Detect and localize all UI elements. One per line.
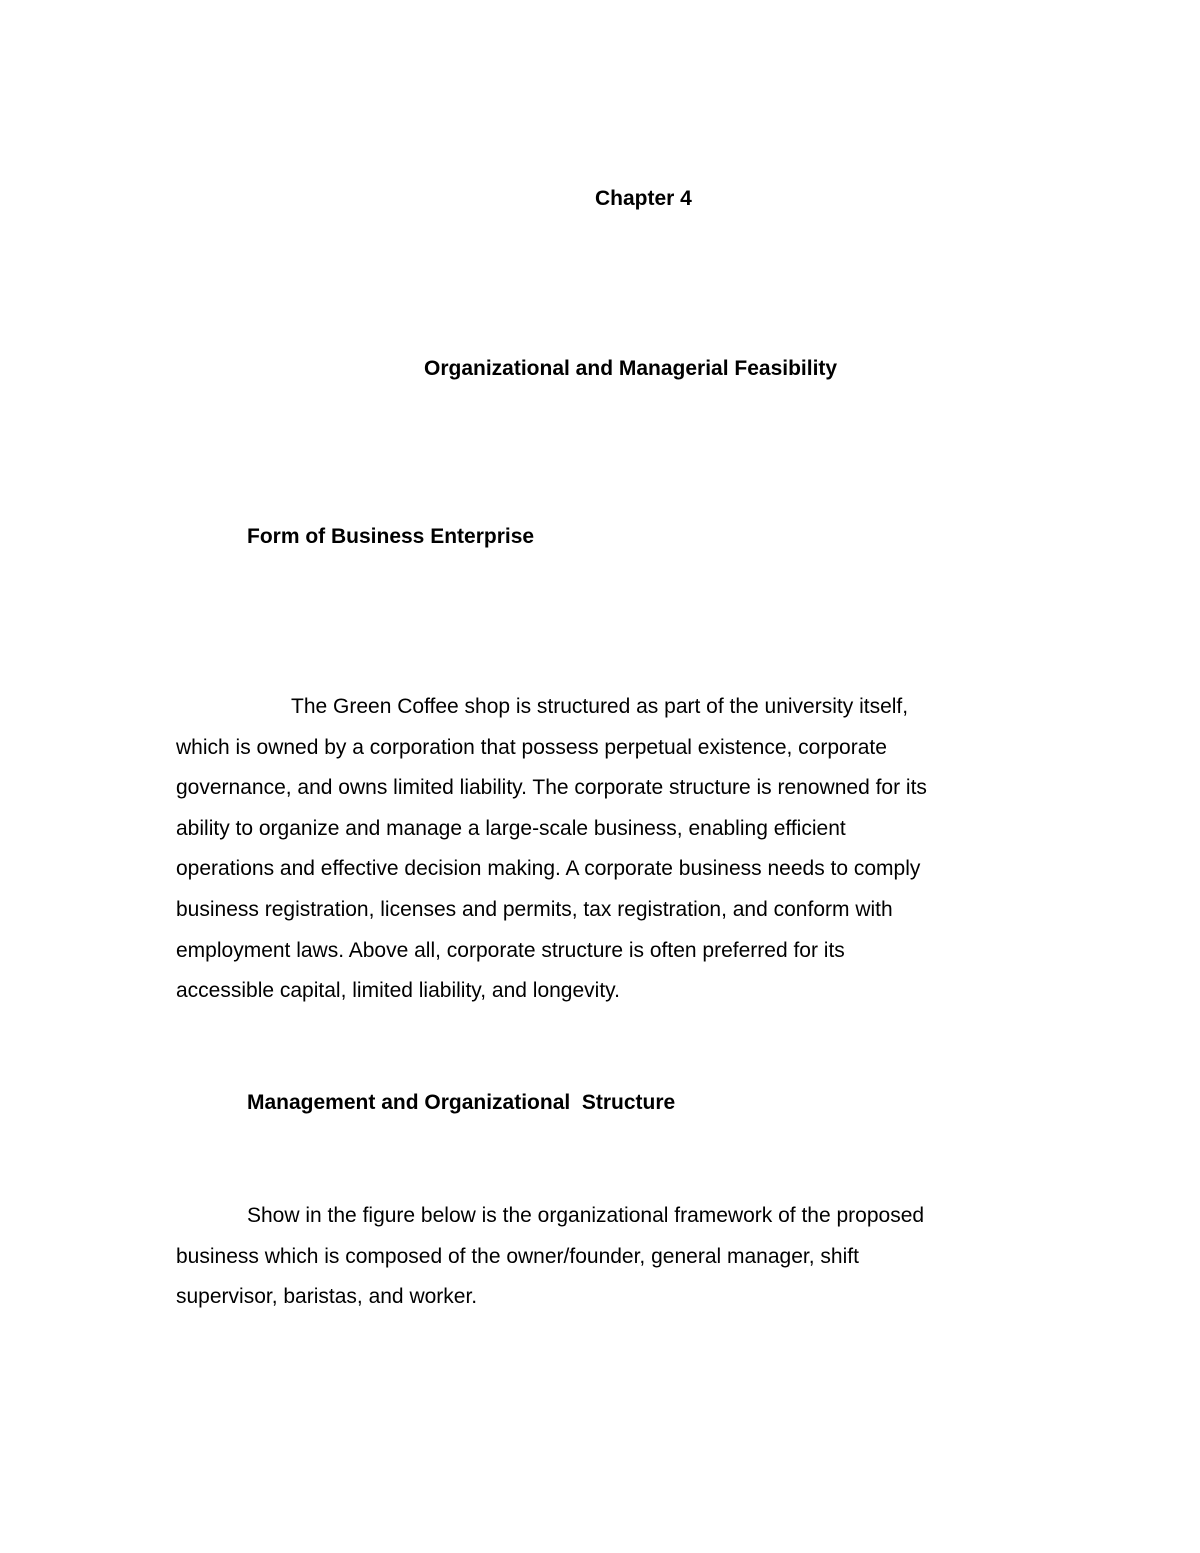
paragraph-line: operations and effective decision making. A corporate business needs to comply <box>176 857 921 881</box>
paragraph-line: business registration, licenses and permits, tax registration, and conform with <box>176 897 893 921</box>
paragraph-line: ability to organize and manage a large-scale business, enabling efficient <box>176 816 846 840</box>
chapter-label: Chapter 4 <box>595 187 692 210</box>
section-heading-form-of-business: Form of Business Enterprise <box>247 525 535 548</box>
paragraph-line: supervisor, baristas, and worker. <box>176 1285 478 1309</box>
paragraph-line: business which is composed of the owner/founder, general manager, shift <box>176 1244 859 1268</box>
paragraph-form-of-business <box>176 687 1046 1012</box>
paragraph-line: which is owned by a corporation that possess perpetual existence, corporate <box>176 735 887 759</box>
section-heading-management-structure: Management and Organizational Structure <box>247 1091 676 1114</box>
paragraph-line: governance, and owns limited liability. The corporate structure is renowned for its <box>176 776 927 800</box>
paragraph-line: accessible capital, limited liability, and longevity. <box>176 979 620 1003</box>
chapter-title: Organizational and Managerial Feasibility <box>424 357 838 380</box>
paragraph-management-structure <box>176 1196 1046 1318</box>
paragraph-line: Show in the figure below is the organizational framework of the proposed <box>247 1204 925 1227</box>
paragraph-line: The Green Coffee shop is structured as part of the university itself, <box>291 695 909 718</box>
paragraph-line: employment laws. Above all, corporate structure is often preferred for its <box>176 938 845 962</box>
